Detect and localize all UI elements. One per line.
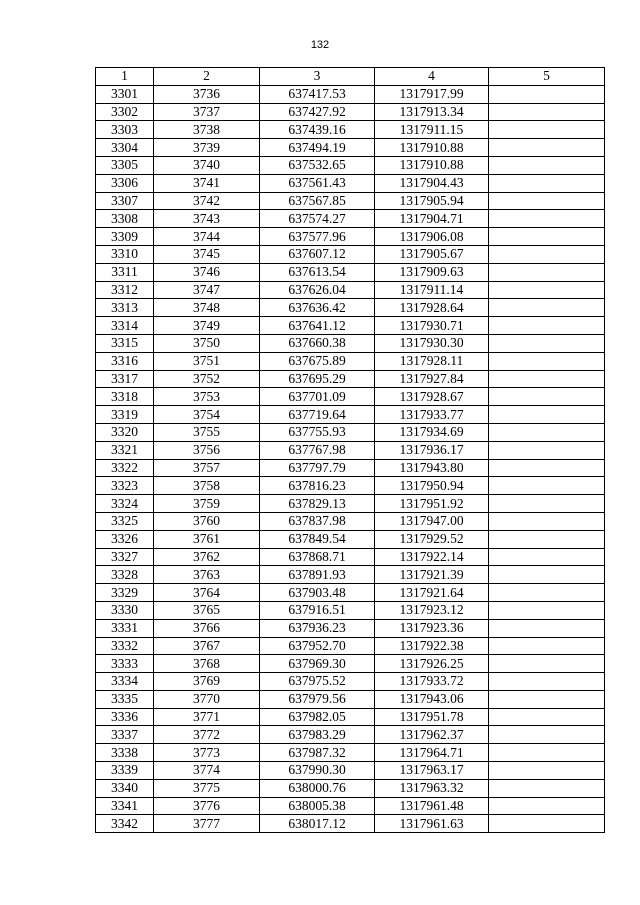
cell-ref-number: 3745 (154, 245, 260, 263)
table-row (96, 139, 605, 157)
cell-coord-x: 637660.38 (260, 334, 375, 352)
header-col-4: 4 (375, 68, 489, 86)
cell-point-number: 3311 (96, 263, 154, 281)
table-row (96, 779, 605, 797)
cell-note (489, 174, 605, 192)
header-col-1: 1 (96, 68, 154, 86)
cell-ref-number: 3736 (154, 85, 260, 103)
table-row (96, 352, 605, 370)
cell-coord-y: 1317921.64 (375, 584, 489, 602)
table-row (96, 85, 605, 103)
cell-note (489, 121, 605, 139)
table-row (96, 388, 605, 406)
cell-ref-number: 3746 (154, 263, 260, 281)
cell-ref-number: 3773 (154, 744, 260, 762)
cell-point-number: 3321 (96, 441, 154, 459)
cell-ref-number: 3763 (154, 566, 260, 584)
cell-coord-x: 637837.98 (260, 512, 375, 530)
cell-point-number: 3323 (96, 477, 154, 495)
cell-coord-x: 637641.12 (260, 317, 375, 335)
cell-ref-number: 3761 (154, 530, 260, 548)
cell-point-number: 3314 (96, 317, 154, 335)
cell-coord-x: 637891.93 (260, 566, 375, 584)
cell-note (489, 388, 605, 406)
cell-ref-number: 3771 (154, 708, 260, 726)
cell-point-number: 3328 (96, 566, 154, 584)
cell-point-number: 3302 (96, 103, 154, 121)
cell-note (489, 299, 605, 317)
cell-ref-number: 3739 (154, 139, 260, 157)
cell-coord-x: 637577.96 (260, 228, 375, 246)
cell-coord-y: 1317950.94 (375, 477, 489, 495)
cell-coord-x: 637797.79 (260, 459, 375, 477)
cell-coord-y: 1317921.39 (375, 566, 489, 584)
cell-note (489, 655, 605, 673)
cell-point-number: 3312 (96, 281, 154, 299)
cell-coord-x: 637952.70 (260, 637, 375, 655)
cell-ref-number: 3764 (154, 584, 260, 602)
cell-coord-y: 1317922.14 (375, 548, 489, 566)
cell-coord-y: 1317926.25 (375, 655, 489, 673)
cell-coord-y: 1317911.14 (375, 281, 489, 299)
table-row (96, 245, 605, 263)
cell-note (489, 477, 605, 495)
cell-coord-y: 1317963.32 (375, 779, 489, 797)
table-row (96, 619, 605, 637)
cell-coord-y: 1317964.71 (375, 744, 489, 762)
cell-ref-number: 3765 (154, 601, 260, 619)
cell-coord-y: 1317962.37 (375, 726, 489, 744)
cell-point-number: 3305 (96, 156, 154, 174)
cell-point-number: 3327 (96, 548, 154, 566)
cell-coord-x: 637916.51 (260, 601, 375, 619)
cell-ref-number: 3769 (154, 673, 260, 691)
cell-note (489, 370, 605, 388)
cell-coord-y: 1317930.30 (375, 334, 489, 352)
cell-note (489, 210, 605, 228)
cell-coord-y: 1317910.88 (375, 156, 489, 174)
page-number: 132 (310, 39, 330, 51)
cell-coord-x: 637636.42 (260, 299, 375, 317)
cell-coord-y: 1317905.94 (375, 192, 489, 210)
cell-point-number: 3338 (96, 744, 154, 762)
header-col-5: 5 (489, 68, 605, 86)
cell-coord-x: 637868.71 (260, 548, 375, 566)
cell-coord-x: 637816.23 (260, 477, 375, 495)
cell-point-number: 3336 (96, 708, 154, 726)
table-row (96, 673, 605, 691)
cell-note (489, 85, 605, 103)
cell-coord-y: 1317923.12 (375, 601, 489, 619)
cell-point-number: 3325 (96, 512, 154, 530)
cell-coord-y: 1317904.43 (375, 174, 489, 192)
cell-coord-x: 637626.04 (260, 281, 375, 299)
cell-note (489, 317, 605, 335)
cell-note (489, 584, 605, 602)
table-row (96, 495, 605, 513)
cell-note (489, 263, 605, 281)
cell-coord-y: 1317961.63 (375, 815, 489, 833)
table-row (96, 174, 605, 192)
table-row (96, 584, 605, 602)
cell-coord-y: 1317930.71 (375, 317, 489, 335)
cell-coord-y: 1317906.08 (375, 228, 489, 246)
cell-note (489, 708, 605, 726)
table-row (96, 192, 605, 210)
cell-coord-x: 638017.12 (260, 815, 375, 833)
cell-coord-y: 1317943.06 (375, 690, 489, 708)
cell-coord-x: 637975.52 (260, 673, 375, 691)
table-row (96, 655, 605, 673)
cell-coord-x: 637767.98 (260, 441, 375, 459)
cell-coord-x: 638000.76 (260, 779, 375, 797)
cell-coord-y: 1317928.64 (375, 299, 489, 317)
cell-note (489, 548, 605, 566)
cell-ref-number: 3750 (154, 334, 260, 352)
table-row (96, 797, 605, 815)
cell-coord-x: 637982.05 (260, 708, 375, 726)
cell-ref-number: 3768 (154, 655, 260, 673)
cell-point-number: 3322 (96, 459, 154, 477)
cell-ref-number: 3752 (154, 370, 260, 388)
cell-ref-number: 3759 (154, 495, 260, 513)
cell-coord-y: 1317951.78 (375, 708, 489, 726)
header-col-2: 2 (154, 68, 260, 86)
table-row (96, 423, 605, 441)
cell-ref-number: 3770 (154, 690, 260, 708)
cell-coord-x: 637987.32 (260, 744, 375, 762)
cell-point-number: 3309 (96, 228, 154, 246)
table-row (96, 103, 605, 121)
table-row (96, 370, 605, 388)
cell-point-number: 3326 (96, 530, 154, 548)
cell-point-number: 3318 (96, 388, 154, 406)
cell-note (489, 459, 605, 477)
cell-coord-y: 1317927.84 (375, 370, 489, 388)
cell-note (489, 744, 605, 762)
cell-coord-x: 637979.56 (260, 690, 375, 708)
cell-ref-number: 3737 (154, 103, 260, 121)
coordinates-table (95, 67, 605, 833)
cell-coord-x: 637613.54 (260, 263, 375, 281)
cell-coord-x: 637701.09 (260, 388, 375, 406)
cell-ref-number: 3755 (154, 423, 260, 441)
table-row (96, 530, 605, 548)
cell-ref-number: 3760 (154, 512, 260, 530)
table-row (96, 762, 605, 780)
cell-coord-y: 1317913.34 (375, 103, 489, 121)
cell-ref-number: 3776 (154, 797, 260, 815)
table-row (96, 228, 605, 246)
cell-point-number: 3332 (96, 637, 154, 655)
cell-point-number: 3303 (96, 121, 154, 139)
cell-ref-number: 3775 (154, 779, 260, 797)
cell-coord-y: 1317922.38 (375, 637, 489, 655)
cell-coord-x: 637561.43 (260, 174, 375, 192)
cell-point-number: 3324 (96, 495, 154, 513)
cell-point-number: 3329 (96, 584, 154, 602)
cell-coord-y: 1317933.77 (375, 406, 489, 424)
cell-coord-y: 1317928.67 (375, 388, 489, 406)
header-row (96, 68, 605, 86)
cell-note (489, 726, 605, 744)
cell-coord-x: 637607.12 (260, 245, 375, 263)
table-header (96, 68, 605, 86)
cell-note (489, 352, 605, 370)
cell-coord-x: 638005.38 (260, 797, 375, 815)
cell-coord-y: 1317961.48 (375, 797, 489, 815)
cell-coord-x: 637427.92 (260, 103, 375, 121)
cell-coord-y: 1317947.00 (375, 512, 489, 530)
cell-ref-number: 3748 (154, 299, 260, 317)
cell-coord-y: 1317904.71 (375, 210, 489, 228)
cell-ref-number: 3749 (154, 317, 260, 335)
table-row (96, 744, 605, 762)
cell-point-number: 3313 (96, 299, 154, 317)
table-row (96, 156, 605, 174)
cell-ref-number: 3753 (154, 388, 260, 406)
table-row (96, 477, 605, 495)
cell-point-number: 3315 (96, 334, 154, 352)
cell-ref-number: 3747 (154, 281, 260, 299)
cell-ref-number: 3751 (154, 352, 260, 370)
cell-coord-y: 1317936.17 (375, 441, 489, 459)
table-row (96, 210, 605, 228)
cell-note (489, 637, 605, 655)
cell-note (489, 762, 605, 780)
table-row (96, 601, 605, 619)
cell-note (489, 245, 605, 263)
cell-ref-number: 3762 (154, 548, 260, 566)
cell-coord-x: 637755.93 (260, 423, 375, 441)
cell-point-number: 3334 (96, 673, 154, 691)
cell-point-number: 3330 (96, 601, 154, 619)
cell-ref-number: 3738 (154, 121, 260, 139)
cell-note (489, 512, 605, 530)
cell-point-number: 3337 (96, 726, 154, 744)
cell-coord-y: 1317923.36 (375, 619, 489, 637)
cell-coord-x: 637969.30 (260, 655, 375, 673)
cell-point-number: 3333 (96, 655, 154, 673)
table-row (96, 512, 605, 530)
cell-point-number: 3331 (96, 619, 154, 637)
cell-coord-x: 637494.19 (260, 139, 375, 157)
cell-coord-x: 637439.16 (260, 121, 375, 139)
cell-note (489, 530, 605, 548)
cell-coord-y: 1317910.88 (375, 139, 489, 157)
cell-point-number: 3308 (96, 210, 154, 228)
cell-ref-number: 3774 (154, 762, 260, 780)
cell-coord-y: 1317917.99 (375, 85, 489, 103)
cell-point-number: 3335 (96, 690, 154, 708)
cell-point-number: 3306 (96, 174, 154, 192)
cell-coord-x: 637417.53 (260, 85, 375, 103)
cell-coord-y: 1317951.92 (375, 495, 489, 513)
table-body (96, 85, 605, 832)
cell-ref-number: 3777 (154, 815, 260, 833)
table-row (96, 281, 605, 299)
cell-note (489, 673, 605, 691)
cell-point-number: 3342 (96, 815, 154, 833)
cell-note (489, 690, 605, 708)
cell-point-number: 3310 (96, 245, 154, 263)
cell-ref-number: 3757 (154, 459, 260, 477)
table-row (96, 441, 605, 459)
cell-point-number: 3307 (96, 192, 154, 210)
cell-note (489, 139, 605, 157)
cell-note (489, 815, 605, 833)
cell-coord-y: 1317928.11 (375, 352, 489, 370)
cell-point-number: 3340 (96, 779, 154, 797)
cell-coord-y: 1317909.63 (375, 263, 489, 281)
cell-point-number: 3317 (96, 370, 154, 388)
cell-ref-number: 3772 (154, 726, 260, 744)
cell-coord-x: 637574.27 (260, 210, 375, 228)
table-row (96, 406, 605, 424)
cell-coord-x: 637849.54 (260, 530, 375, 548)
cell-point-number: 3301 (96, 85, 154, 103)
cell-coord-x: 637936.23 (260, 619, 375, 637)
cell-note (489, 423, 605, 441)
header-col-3: 3 (260, 68, 375, 86)
cell-coord-y: 1317963.17 (375, 762, 489, 780)
cell-point-number: 3304 (96, 139, 154, 157)
cell-coord-y: 1317929.52 (375, 530, 489, 548)
cell-note (489, 156, 605, 174)
table-row (96, 637, 605, 655)
table-row (96, 299, 605, 317)
cell-coord-y: 1317933.72 (375, 673, 489, 691)
table-row (96, 334, 605, 352)
cell-point-number: 3339 (96, 762, 154, 780)
cell-point-number: 3319 (96, 406, 154, 424)
cell-note (489, 228, 605, 246)
table-row (96, 459, 605, 477)
cell-ref-number: 3767 (154, 637, 260, 655)
cell-note (489, 495, 605, 513)
cell-ref-number: 3740 (154, 156, 260, 174)
cell-coord-y: 1317934.69 (375, 423, 489, 441)
cell-coord-x: 637719.64 (260, 406, 375, 424)
cell-coord-y: 1317943.80 (375, 459, 489, 477)
cell-note (489, 601, 605, 619)
cell-ref-number: 3766 (154, 619, 260, 637)
cell-ref-number: 3758 (154, 477, 260, 495)
table-row (96, 263, 605, 281)
cell-point-number: 3341 (96, 797, 154, 815)
cell-note (489, 103, 605, 121)
cell-ref-number: 3754 (154, 406, 260, 424)
table-row (96, 548, 605, 566)
cell-point-number: 3316 (96, 352, 154, 370)
cell-coord-x: 637829.13 (260, 495, 375, 513)
cell-coord-x: 637695.29 (260, 370, 375, 388)
cell-point-number: 3320 (96, 423, 154, 441)
table-row (96, 317, 605, 335)
cell-coord-x: 637675.89 (260, 352, 375, 370)
cell-note (489, 797, 605, 815)
cell-coord-x: 637532.65 (260, 156, 375, 174)
cell-coord-x: 637903.48 (260, 584, 375, 602)
table-row (96, 726, 605, 744)
cell-note (489, 192, 605, 210)
cell-ref-number: 3742 (154, 192, 260, 210)
cell-note (489, 281, 605, 299)
cell-note (489, 779, 605, 797)
cell-ref-number: 3743 (154, 210, 260, 228)
cell-note (489, 619, 605, 637)
cell-coord-y: 1317905.67 (375, 245, 489, 263)
table-row (96, 690, 605, 708)
table-row (96, 708, 605, 726)
cell-coord-y: 1317911.15 (375, 121, 489, 139)
cell-note (489, 406, 605, 424)
cell-coord-x: 637983.29 (260, 726, 375, 744)
cell-note (489, 441, 605, 459)
cell-note (489, 566, 605, 584)
cell-coord-x: 637567.85 (260, 192, 375, 210)
cell-ref-number: 3741 (154, 174, 260, 192)
table-row (96, 815, 605, 833)
cell-note (489, 334, 605, 352)
cell-ref-number: 3744 (154, 228, 260, 246)
table-row (96, 566, 605, 584)
cell-coord-x: 637990.30 (260, 762, 375, 780)
table-row (96, 121, 605, 139)
cell-ref-number: 3756 (154, 441, 260, 459)
